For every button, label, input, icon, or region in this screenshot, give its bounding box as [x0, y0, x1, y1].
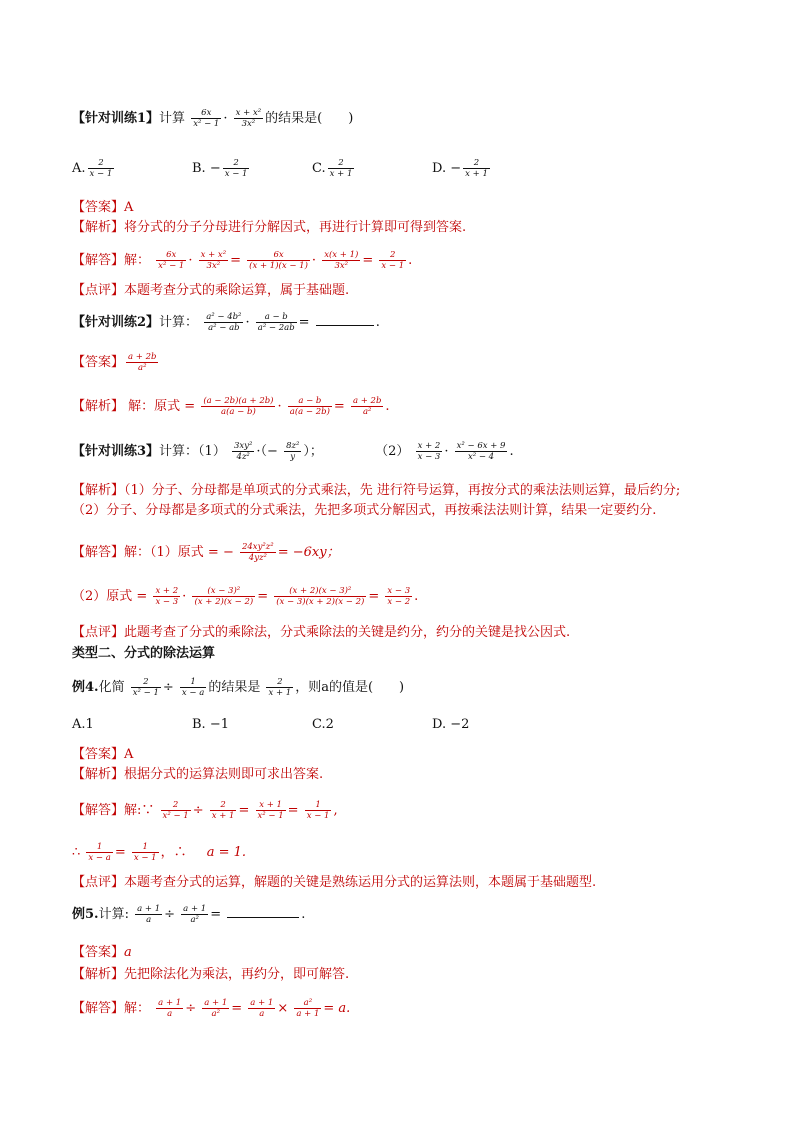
option-b: B. −1: [192, 717, 229, 732]
option-d: D. −2: [432, 717, 470, 732]
answer-blank: [316, 315, 374, 326]
option-c: C. $\frac{2}{x + 1}$: [312, 158, 353, 179]
exercise-label: 【针对训练1】: [72, 111, 160, 126]
option-a: A. $\frac{2}{x - 1}$: [72, 158, 113, 179]
example-5-analysis: 【解析】先把除法化为乘法，再约分，即可解答.: [72, 967, 350, 982]
exercise-3-question: 【针对训练3】计算：（1） $\frac{\text{3xy²}}{\text{4z²}}$ ·（− $\frac{\text{8z²}}{y}$ ）； （2） $\frac{x + 2}{x - 3}$ · $\frac{\text{x² − 6x + 9}}{\text{x² − 4}}$ .: [72, 441, 514, 462]
exercise-1-analysis: 【解析】将分式的分子分母进行分解因式，再进行计算即可得到答案.: [72, 220, 467, 235]
option-d: D. − $\frac{2}{x + 1}$: [432, 158, 488, 179]
option-a: A.1: [72, 717, 94, 732]
option-c: C.2: [312, 717, 334, 732]
exercise-3-analysis: 【解析】（1）分子、分母都是单项式的分式乘法，先 进行符号运算，再按分式的乘法法则运算，最后约分;: [72, 483, 681, 498]
fraction: $\frac{\text{x + x²}}{\text{3x²}}$: [235, 108, 262, 129]
example-4-analysis: 【解析】根据分式的运算法则即可求出答案.: [72, 767, 324, 782]
example-4-solution-line-2: ∴ $\frac{1}{x - a}$ = $\frac{1}{x - 1}$ ，∴ a = 1.: [72, 842, 247, 863]
exercise-3-solution-2: （2）原式 = $\frac{x + 2}{x - 3}$ · $\frac{\text{(x − 3)²}}{(x + 2)(x - 2)}$ = $\frac{\text{(x + 2)(x − 3)²}}{(x - 3)(x + 2)(x - 2)}$ = $\frac{x - 3}{x - 2}$ .: [72, 586, 419, 607]
exercise-1-question: 【针对训练1】计算 $\frac{6x}{\text{x² − 1}}$ · $\frac{\text{x + x²}}{\text{3x²}}$ 的结果是( ): [72, 108, 354, 129]
exercise-1-solution: 【解答】解： $\frac{6x}{\text{x² − 1}}$ · $\frac{\text{x + x²}}{\text{3x²}}$ = $\frac{6x}{(x + 1)(x - 1)}$ · $\frac{x(x + 1)}{\text{3x²}}$ = $\frac{2}{x - 1}$ .: [72, 250, 413, 271]
exercise-3-analysis-line-2: （2）分子、分母都是多项式的分式乘法，先把多项式分解因式，再按乘法法则计算，结果一定要约分.: [72, 503, 657, 518]
example-4-comment: 【点评】本题考查分式的运算，解题的关键是熟练运用分式的运算法则，本题属于基础题型.: [72, 875, 597, 890]
exercise-3-solution-1: 【解答】解：（1）原式 = − $\frac{\text{24xy²z²}}{\text{4yz²}}$ = −6xy；: [72, 542, 340, 563]
option-b: B. − $\frac{2}{x - 1}$: [192, 158, 248, 179]
exercise-label: 【针对训练3】: [72, 444, 160, 459]
exercise-1-comment: 【点评】本题考查分式的乘除运算，属于基础题.: [72, 283, 350, 298]
answer-blank: [227, 907, 299, 918]
exercise-1-answer: 【答案】A: [72, 200, 134, 215]
exercise-2-analysis: 【解析】 解：原式 = $\frac{(a - 2b)(a + 2b)}{a(a - b)}$ · $\frac{a - b}{a(a - 2b)}$ = $\frac{a + 2b}{\text{a²}}$ .: [72, 396, 390, 417]
example-5-answer: 【答案】a: [72, 945, 132, 960]
example-5-question: 例5.计算: $\frac{a + 1}{a}$ ÷ $\frac{a + 1}{\text{a²}}$ = .: [72, 904, 306, 925]
exercise-2-question: 【针对训练2】计算： $\frac{\text{a² − 4b²}}{\text{a² − ab}}$ · $\frac{a - b}{\text{a² − 2ab}}$ = .: [72, 312, 380, 333]
exercise-3-comment: 【点评】此题考查了分式的乘除法，分式乘除法的关键是约分，约分的关键是找公因式.: [72, 625, 571, 640]
fraction: $\frac{6x}{\text{x² − 1}}$: [193, 108, 220, 129]
example-5-solution: 【解答】解： $\frac{a + 1}{a}$ ÷ $\frac{a + 1}{\text{a²}}$ = $\frac{a + 1}{a}$ × $\frac{\text{a²}}{a + 1}$ = a.: [72, 998, 351, 1019]
example-4-answer: 【答案】A: [72, 747, 134, 762]
example-4-question: 例4.化简 $\frac{2}{\text{x² − 1}}$ ÷ $\frac{1}{x - a}$ 的结果是 $\frac{2}{x + 1}$ ，则a的值是( ): [72, 677, 405, 698]
exercise-label: 【针对训练2】: [72, 315, 160, 330]
exercise-2-answer: 【答案】 $\frac{a + 2b}{\text{a²}}$: [72, 352, 157, 373]
section-title: 类型二、分式的除法运算: [72, 646, 216, 661]
example-4-solution: 【解答】解:∵ $\frac{2}{\text{x² − 1}}$ ÷ $\frac{2}{x + 1}$ = $\frac{x + 1}{\text{x² − 1}}$ = $\frac{1}{x - 1}$ ,: [72, 800, 338, 821]
